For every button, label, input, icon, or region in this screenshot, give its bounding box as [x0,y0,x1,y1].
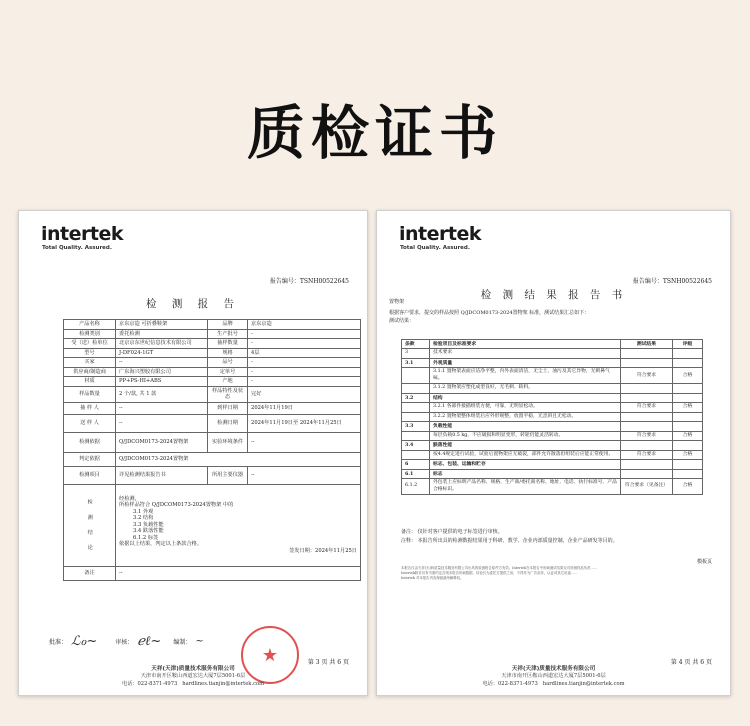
test-report-table [63,319,361,581]
intro-text [389,310,719,325]
conclusion-line: 依据以上结果，判定以上条款合格。 [119,541,203,548]
document-title: 检 测 报 告 [145,298,240,310]
footer-contact [19,681,367,689]
cell-grade: 合格 [673,431,703,440]
table-row [402,393,703,402]
value-judgement: Q/JDCOM0173-2024置物架 [116,452,361,466]
label-buyer: 买家 [64,358,116,368]
note-comment: 注释： 本报告所出具的检测数据结果用于科研、教学、企业内部质量控制、企业产品研发等目的。 [401,537,618,544]
fine-print-line: Intertek 对本报告内容保留最终解释权。 [401,575,464,580]
label-test-type: 检测类别 [64,329,116,339]
table-row [402,384,703,393]
cell-item: 标志 [430,469,621,478]
footer-address: 天津市南开区鞍山西道宏达大厦7层5001-6层 [501,673,606,680]
value-submitter: -- [116,414,208,432]
value-order-no: - [248,367,361,377]
label-test-basis: 检测依据 [64,432,116,452]
value-sample-status: 完好 [248,386,361,402]
cell-result [621,469,673,478]
cell-clause: 3.2 [402,393,430,402]
fine-print-line: 本报告仅由天祥(天津)质量技术服务有限公司出具的检测报告原件方有效。Intertek在本报告中所载测试结果仅对所测样品负责…… [401,566,598,570]
notes [401,528,706,545]
value-origin: - [248,377,361,387]
document-title: 检 测 结 果 报 告 书 [480,289,627,301]
label-conclusion: 检 测 结 论 [64,484,116,566]
table-row [402,403,703,412]
cell-result [621,412,673,421]
footer-company: 天祥(天津)质量技术服务有限公司 [151,666,235,672]
cell-grade [673,441,703,450]
footer-contact [377,681,730,689]
cell-grade: 合格 [673,450,703,459]
label-product-name: 产品名称 [64,320,116,330]
cell-item: 按4.4规定进行试验，试验后置物架应无破裂，部件允许散落但组装后应能正常使用。 [430,450,621,459]
section-label: 置物架 [389,299,405,305]
value-sample-count: - [248,339,361,349]
cell-result [621,422,673,431]
value-product-name: 京东京造 可折叠鞋架 [116,320,208,330]
table-row [402,358,703,367]
cell-clause [402,412,430,421]
value-material: PP+PS-HI+ABS [116,377,208,387]
cell-clause: 3.1 [402,358,430,367]
report-number: 报告编号：TSNH00522645 [269,278,349,285]
cell-grade [673,384,703,393]
cell-clause: 3.4 [402,441,430,450]
page-footer [377,665,730,689]
cell-result [621,460,673,469]
table-row [402,450,703,459]
conclusion-line: 所检样品符合 Q/JDCOM0173-2024置物架 中的 [119,502,234,509]
issue-date: 签发日期：2024年11月25日 [289,547,357,554]
cell-item: 3.1.2 置物架应塑化成型良好，无毛刺、缺料。 [430,384,621,393]
cell-item: 3.2.2 置物架整体组装后应外形规整，放置平稳，无歪斜且无松动。 [430,412,621,421]
preparer-signature: ~ [195,635,204,647]
review-label: 审核： [115,638,134,646]
intertek-logo: intertek [41,223,123,245]
label-sampler: 抽 样 人 [64,402,116,414]
cell-clause: 6 [402,460,430,469]
conclusion-line: 6.1.2 标签 [133,534,159,541]
value-test-type: 委托检测 [116,329,208,339]
footer-email: hardlines.tianjin@intertek.com [182,681,265,688]
certificate-page-1 [18,210,368,696]
fine-print-line: Intertek除非另有书面约定否则本报告所载数据、结论仅为委托方提供之用，不得作为广告宣传、认证或其它用途…… [401,570,578,575]
cell-grade [673,469,703,478]
label-judgement: 判定依据 [64,452,116,466]
cell-grade: 合格 [673,479,703,495]
conclusion-line: 3.4 跌落性能 [133,528,164,535]
reviewer-signature: ℯℓ~ [137,634,162,649]
approver-signature: ℒℴ~ [71,633,98,649]
cell-result: 符合要求 [621,431,673,440]
page-title: 质检证书 [246,99,503,167]
cell-grade [673,358,703,367]
label-test-date: 检测日期 [208,414,248,432]
cell-grade [673,349,703,358]
cell-clause [402,368,430,384]
label-sample-qty: 样品数量 [64,386,116,402]
intro-line: 根据客户要求，提交的样品按照 Q/JDCOM0173-2024置物架 标准，测试结果汇总如下： [389,310,590,316]
value-supplier: 广东海兴塑胶有限公司 [116,367,208,377]
conclusion-line: 经检测， [119,495,140,502]
cell-item: 负载性能 [430,422,621,431]
value-client: 北京京东世纪信息技术有限公司 [116,339,208,349]
prepare-label: 编制： [173,638,192,646]
header-item: 检验项目及标准要求 [430,340,621,349]
label-environment: 实验环境条件 [208,432,248,452]
intertek-logo: intertek [399,223,481,245]
label-item-no: 品号 [208,358,248,368]
cell-item: 外观质量 [430,358,621,367]
cell-grade [673,460,703,469]
value-sampler: -- [116,402,208,414]
page-number: 第 3 页 共 6 页 [307,659,349,666]
approve-label: 批准： [49,638,68,646]
value-arrival-date: 2024年11月19日 [248,402,361,414]
label-sample-count: 抽样数量 [208,339,248,349]
label-material: 材质 [64,377,116,387]
cell-grade [673,412,703,421]
cell-item: 3.1.1 置物架表面应洁净平整，内外表面清洁，无尘土、油污及其它异物，无刺鼻气味。 [430,368,621,384]
logo-tagline: Total Quality. Assured. [42,245,112,251]
value-instruments: -- [248,466,361,484]
label-submitter: 送 样 人 [64,414,116,432]
cell-result: 符合要求（见备注） [621,479,673,495]
cell-clause [402,450,430,459]
label-order-no: 定单号 [208,367,248,377]
cell-result: 符合要求 [621,450,673,459]
cell-result [621,393,673,402]
logo-tagline: Total Quality. Assured. [400,245,470,251]
label-arrival-date: 到样日期 [208,402,248,414]
label-test-items: 检测项目 [64,466,116,484]
report-number: 报告编号：TSNH00522645 [632,278,712,285]
conclusion-line: 3.3 负载性能 [133,521,164,528]
cell-item: 外包装上应标明产品名称、规格、生产商/委托商名称、地址、电话、执行标准号、产品合格标识。 [430,479,621,495]
cell-result [621,441,673,450]
certificate-page-2 [376,210,731,696]
value-remark: -- [116,566,361,580]
table-row [402,368,703,384]
footer-email: hardlines.tianjin@intertek.com [542,681,625,688]
signature-row [49,633,204,649]
value-test-items: 详见检测结果报告书 [116,466,208,484]
cell-item: 3.2.1 各部件接插组装方便，可靠，无明显松动。 [430,403,621,412]
table-row [402,431,703,440]
cell-item: 每层负载0.5 kg，不应破损和明显变形，转轮仍能灵活转动。 [430,431,621,440]
conclusion-content [116,484,361,566]
value-brand: 京东京造 [248,320,361,330]
label-model: 型号 [64,348,116,358]
cell-grade: 合格 [673,403,703,412]
table-row [402,412,703,421]
fine-print [401,566,706,581]
cell-item: 跌落性能 [430,441,621,450]
table-row [402,349,703,358]
cell-clause [402,431,430,440]
value-item-no: - [248,358,361,368]
value-spec: 4层 [248,348,361,358]
label-origin: 产地 [208,377,248,387]
cell-result: 符合要求 [621,368,673,384]
cell-grade [673,422,703,431]
cell-clause: 3 [402,349,430,358]
value-test-date: 2024年11月19日至 2024年11月25日 [248,414,361,432]
label-sample-status: 样品特性及状态 [208,386,248,402]
cell-clause [402,403,430,412]
conclusion-line: 3.2 结构 [133,515,154,522]
cell-item: 技术要求 [430,349,621,358]
value-environment: -- [248,432,361,452]
intro-line: 测试结果： [389,317,415,324]
label-brand: 品牌 [208,320,248,330]
conclusion-line: 3.1 外观 [133,508,154,515]
value-buyer: -- [116,358,208,368]
value-batch: - [248,329,361,339]
label-client: 受（送）检单位 [64,339,116,349]
test-results-table [401,339,703,495]
cell-clause [402,384,430,393]
value-model: J-DF024-1GT [116,348,208,358]
footer-phone: 电话：022-8371-4973 [482,681,538,688]
header-clause: 条款 [402,340,430,349]
label-instruments: 所用主要仪器 [208,466,248,484]
cell-clause: 3.3 [402,422,430,431]
label-spec: 规格 [208,348,248,358]
footer-company: 天祥(天津)质量技术服务有限公司 [511,666,596,672]
note-remark: 备注： 仅针对客户提供的电子标签进行审核。 [401,529,503,535]
page-footer [19,665,367,689]
footer-phone: 电话：022-8371-4973 [121,681,178,688]
label-supplier: 供应商/制造商 [64,367,116,377]
cell-item: 标志、包装、运输和贮存 [430,460,621,469]
table-row [402,422,703,431]
table-row [402,460,703,469]
template-page-label: 模板页 [696,559,712,565]
value-sample-qty: 2 个/款, 共 1 款 [116,386,208,402]
cell-clause: 6.1.2 [402,479,430,495]
cell-result [621,349,673,358]
table-row [402,441,703,450]
cell-result: 符合要求 [621,403,673,412]
cell-grade [673,393,703,402]
value-test-basis: Q/JDCOM0173-2024置物架 [116,432,208,452]
table-row [402,469,703,478]
label-batch: 生产批号 [208,329,248,339]
page-number: 第 4 页 共 6 页 [670,659,712,666]
cell-grade: 合格 [673,368,703,384]
header-grade: 评级 [673,340,703,349]
cell-result [621,358,673,367]
results-body [402,349,703,495]
cell-clause: 6.1 [402,469,430,478]
label-remark: 备注 [64,566,116,580]
cell-item: 结构 [430,393,621,402]
header-result: 测试结果 [621,340,673,349]
cell-result [621,384,673,393]
seal-star-icon: ★ [261,644,279,666]
table-row [402,479,703,495]
footer-address: 天津市南开区鞍山西道宏达大厦7层5001-6层 [140,673,246,680]
